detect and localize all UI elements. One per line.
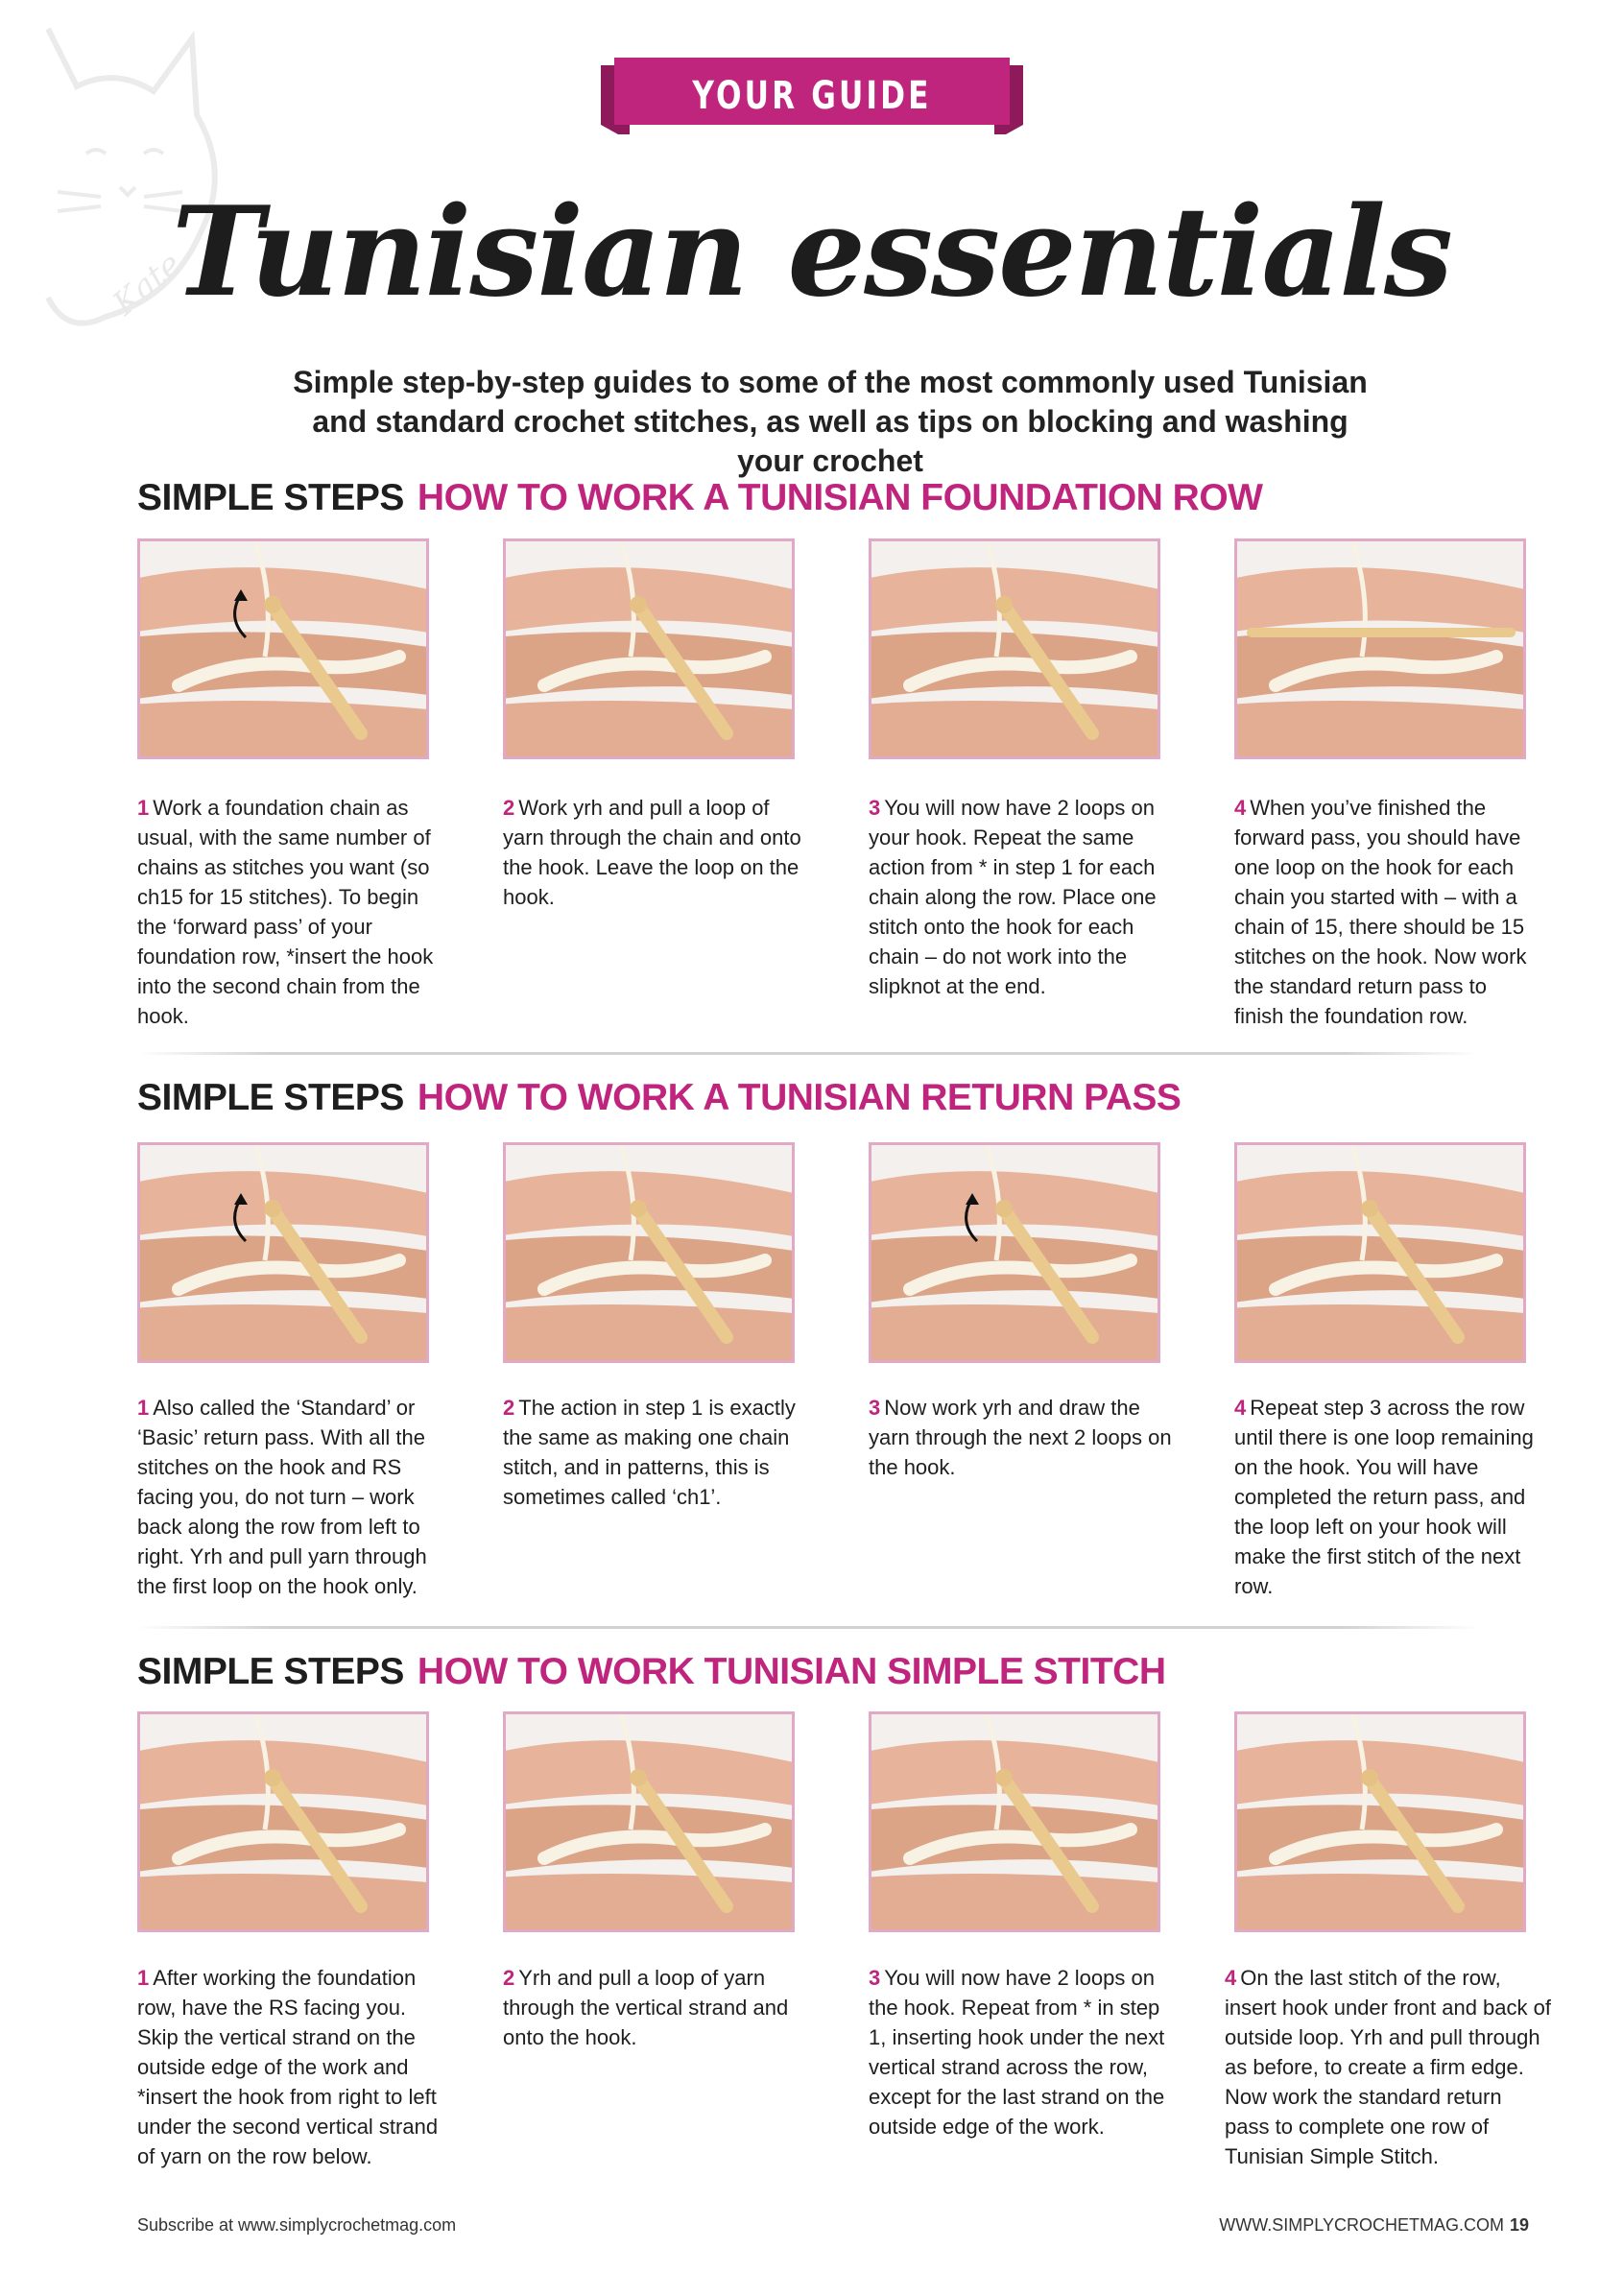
step-photo <box>869 1711 1160 1932</box>
crochet-illustration <box>506 1145 792 1360</box>
crochet-illustration <box>140 1714 426 1929</box>
section-title: HOW TO WORK A TUNISIAN FOUNDATION ROW <box>417 477 1263 518</box>
section-divider <box>137 1626 1479 1629</box>
crochet-illustration <box>140 541 426 756</box>
footer-subscribe[interactable]: Subscribe at www.simplycrochetmag.com <box>137 2215 457 2235</box>
section-heading-foundation-row <box>137 477 1262 519</box>
section-banner <box>601 58 1023 134</box>
step-photo <box>869 1142 1160 1363</box>
step-photo <box>1234 1711 1526 1932</box>
section-heading-return-pass <box>137 1077 1181 1119</box>
crochet-illustration <box>1237 541 1523 756</box>
step-photo <box>1234 1142 1526 1363</box>
crochet-illustration <box>871 1145 1158 1360</box>
crochet-illustration <box>140 1145 426 1360</box>
step-text: 3 You will now have 2 loops on your hook. Repeat the same action from * in step 1 for each chain along the row. Place one stitch onto the hook for each chain – do not work into the slipknot at the end. <box>869 796 1157 998</box>
footer-site-url[interactable]: WWW.SIMPLYCROCHETMAG.COM <box>1219 2215 1504 2235</box>
step-photo <box>137 1142 429 1363</box>
crochet-illustration <box>506 1714 792 1929</box>
page-title: Tunisian essentials <box>172 180 1451 324</box>
step-text: 2 The action in step 1 is exactly the same as making one chain stitch, and in patterns, this is sometimes called ‘ch1’. <box>503 1396 796 1509</box>
section-kicker: SIMPLE STEPS <box>137 1077 404 1118</box>
banner-label: YOUR GUIDE <box>692 74 932 118</box>
section-kicker: SIMPLE STEPS <box>137 1651 404 1692</box>
crochet-illustration <box>1237 1714 1523 1929</box>
crochet-illustration <box>871 1714 1158 1929</box>
watermark-signature: Kate <box>106 245 189 323</box>
crochet-illustration <box>506 541 792 756</box>
step-photo <box>869 538 1160 759</box>
step-text: 4 When you’ve finished the forward pass, you should have one loop on the hook for each chain you started with – with a chain of 15, there should be 15 stitches on the hook. Now work the standard return pass to finish the foundation row. <box>1234 796 1527 1028</box>
step-photo <box>1234 538 1526 759</box>
footer-site <box>1219 2215 1529 2236</box>
step-photo <box>503 538 795 759</box>
step-text: 3 You will now have 2 loops on the hook. Repeat from * in step 1, inserting hook under the next vertical strand across the row, except for the last strand on the outside edge of the work. <box>869 1966 1165 2139</box>
section-kicker: SIMPLE STEPS <box>137 477 404 518</box>
step-text: 1 Work a foundation chain as usual, with the same number of chains as stitches you want (so ch15 for 15 stitches). To begin the ‘forward pass’ of your foundation row, *insert the hook into the second chain from the hook. <box>137 796 434 1028</box>
page-number: 19 <box>1509 2215 1529 2235</box>
section-title: HOW TO WORK A TUNISIAN RETURN PASS <box>417 1077 1181 1118</box>
step-text: 2 Yrh and pull a loop of yarn through the vertical strand and onto the hook. <box>503 1966 789 2049</box>
crochet-illustration <box>1237 1145 1523 1360</box>
section-heading-simple-stitch <box>137 1651 1166 1693</box>
step-text: 1 After working the foundation row, have the RS facing you. Skip the vertical strand on the outside edge of the work and *insert the hook from right to left under the second vertical strand of yarn on the row below. <box>137 1966 439 2168</box>
step-photo <box>137 1711 429 1932</box>
step-text: 1 Also called the ‘Standard’ or ‘Basic’ return pass. With all the stitches on the hook and RS facing you, do not turn – work back along the row from left to right. Yrh and pull yarn through the first loop on the hook only. <box>137 1396 427 1598</box>
intro-text: Simple step-by-step guides to some of the most commonly used Tunisian and standard crochet stitches, as well as tips on blocking and washing your crochet <box>293 365 1368 478</box>
step-text: 4 Repeat step 3 across the row until there is one loop remaining on the hook. You will have completed the return pass, and the loop left on your hook will make the first stitch of the next row. <box>1234 1396 1534 1598</box>
step-photo <box>503 1711 795 1932</box>
step-text: 2 Work yrh and pull a loop of yarn through the chain and onto the hook. Leave the loop on the hook. <box>503 796 801 909</box>
step-photo <box>503 1142 795 1363</box>
crochet-illustration <box>871 541 1158 756</box>
step-text: 4 On the last stitch of the row, insert hook under front and back of outside loop. Yrh and pull through as before, to create a firm edge. Now work the standard return pass to complete one row of Tunisian Simple Stitch. <box>1225 1966 1551 2168</box>
step-photo <box>137 538 429 759</box>
step-text: 3 Now work yrh and draw the yarn through the next 2 loops on the hook. <box>869 1396 1172 1479</box>
section-divider <box>137 1052 1479 1055</box>
section-title: HOW TO WORK TUNISIAN SIMPLE STITCH <box>417 1651 1166 1692</box>
